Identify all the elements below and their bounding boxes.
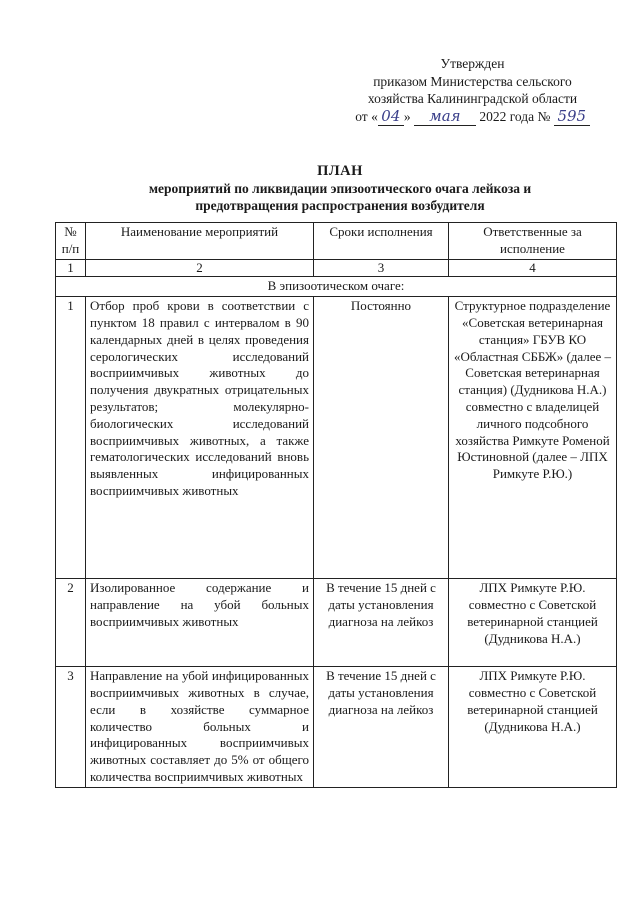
- plan-table: [55, 222, 617, 788]
- column-number-4: 4: [449, 259, 617, 277]
- header-number: № п/п: [56, 223, 86, 260]
- header-name: Наименование мероприятий: [86, 223, 314, 260]
- column-number-1: 1: [56, 259, 86, 277]
- section-title: В эпизоотическом очаге:: [56, 277, 617, 297]
- plan-subtitle-line-1: мероприятий по ликвидации эпизоотического очага лейкоза и: [148, 181, 532, 196]
- row-responsible: ЛПХ Римкуте Р.Ю. совместно с Советской ветеринарной станцией (Дудникова Н.А.): [449, 667, 617, 788]
- row-measure: Изолированное содержание и направление на убой больных восприимчивых животных: [86, 579, 314, 667]
- row-term: В течение 15 дней с даты установления диагноза на лейкоз: [314, 579, 449, 667]
- approval-date-mid: »: [403, 108, 411, 124]
- row-number: 3: [56, 667, 86, 788]
- table-row: [56, 667, 617, 788]
- column-number-3: 3: [314, 259, 449, 277]
- approval-line-3: хозяйства Калининградской области: [367, 91, 578, 106]
- approval-date-line: [340, 108, 605, 127]
- row-number: 2: [56, 579, 86, 667]
- table-row: [56, 579, 617, 667]
- approval-line-1: Утвержден: [440, 56, 505, 71]
- plan-title-block: [60, 162, 620, 214]
- table-header-row: [56, 223, 617, 260]
- approval-number: 595: [554, 108, 590, 127]
- approval-line-2: приказом Министерства сельского: [373, 73, 572, 89]
- row-responsible: ЛПХ Римкуте Р.Ю. совместно с Советской ветеринарной станцией (Дудникова Н.А.): [449, 579, 617, 667]
- approval-block: [340, 55, 605, 126]
- approval-date-prefix: от «: [355, 108, 378, 124]
- approval-year: 2022 года №: [479, 108, 551, 124]
- row-number: 1: [56, 297, 86, 579]
- row-responsible: Структурное подразделение «Советская ветеринарная станция» ГБУВ КО «Областная СББЖ» (далее – Советская ветеринарная станция) (Дудникова Н.А.) совместно с владелицей личного подсобного хозяйства Римкуте Роменой Юстиновной (далее – ЛПХ Римкуте Р.Ю.): [449, 297, 617, 579]
- section-row: [56, 277, 617, 297]
- column-number-2: 2: [86, 259, 314, 277]
- table-row: [56, 297, 617, 579]
- row-measure: Отбор проб крови в соответствии с пунктом 18 правил с интервалом в 90 календарных дней в целях проведения серологических исследований восприимчивых животных до получения двукратных отрицательных результатов; молекулярно-биологических исследований восприимчивых животных, а также гематологических исследований вновь выявленных инфицированных восприимчивых животных: [86, 297, 314, 579]
- header-term: Сроки исполнения: [314, 223, 449, 260]
- header-responsible: Ответственные за исполнение: [449, 223, 617, 260]
- approval-month: мая: [414, 108, 476, 127]
- row-term: В течение 15 дней с даты установления диагноза на лейкоз: [314, 667, 449, 788]
- row-measure: Направление на убой инфицированных восприимчивых животных в случае, если в хозяйстве суммарное количество больных и инфицированных восприимчивых животных составляет до 5% от общего количества восприимчивых животных: [86, 667, 314, 788]
- plan-subtitle-line-2: предотвращения распространения возбудителя: [195, 198, 485, 213]
- column-numbers-row: [56, 259, 617, 277]
- plan-title: ПЛАН: [317, 163, 363, 179]
- approval-day: 04: [378, 108, 404, 127]
- row-term: Постоянно: [314, 297, 449, 579]
